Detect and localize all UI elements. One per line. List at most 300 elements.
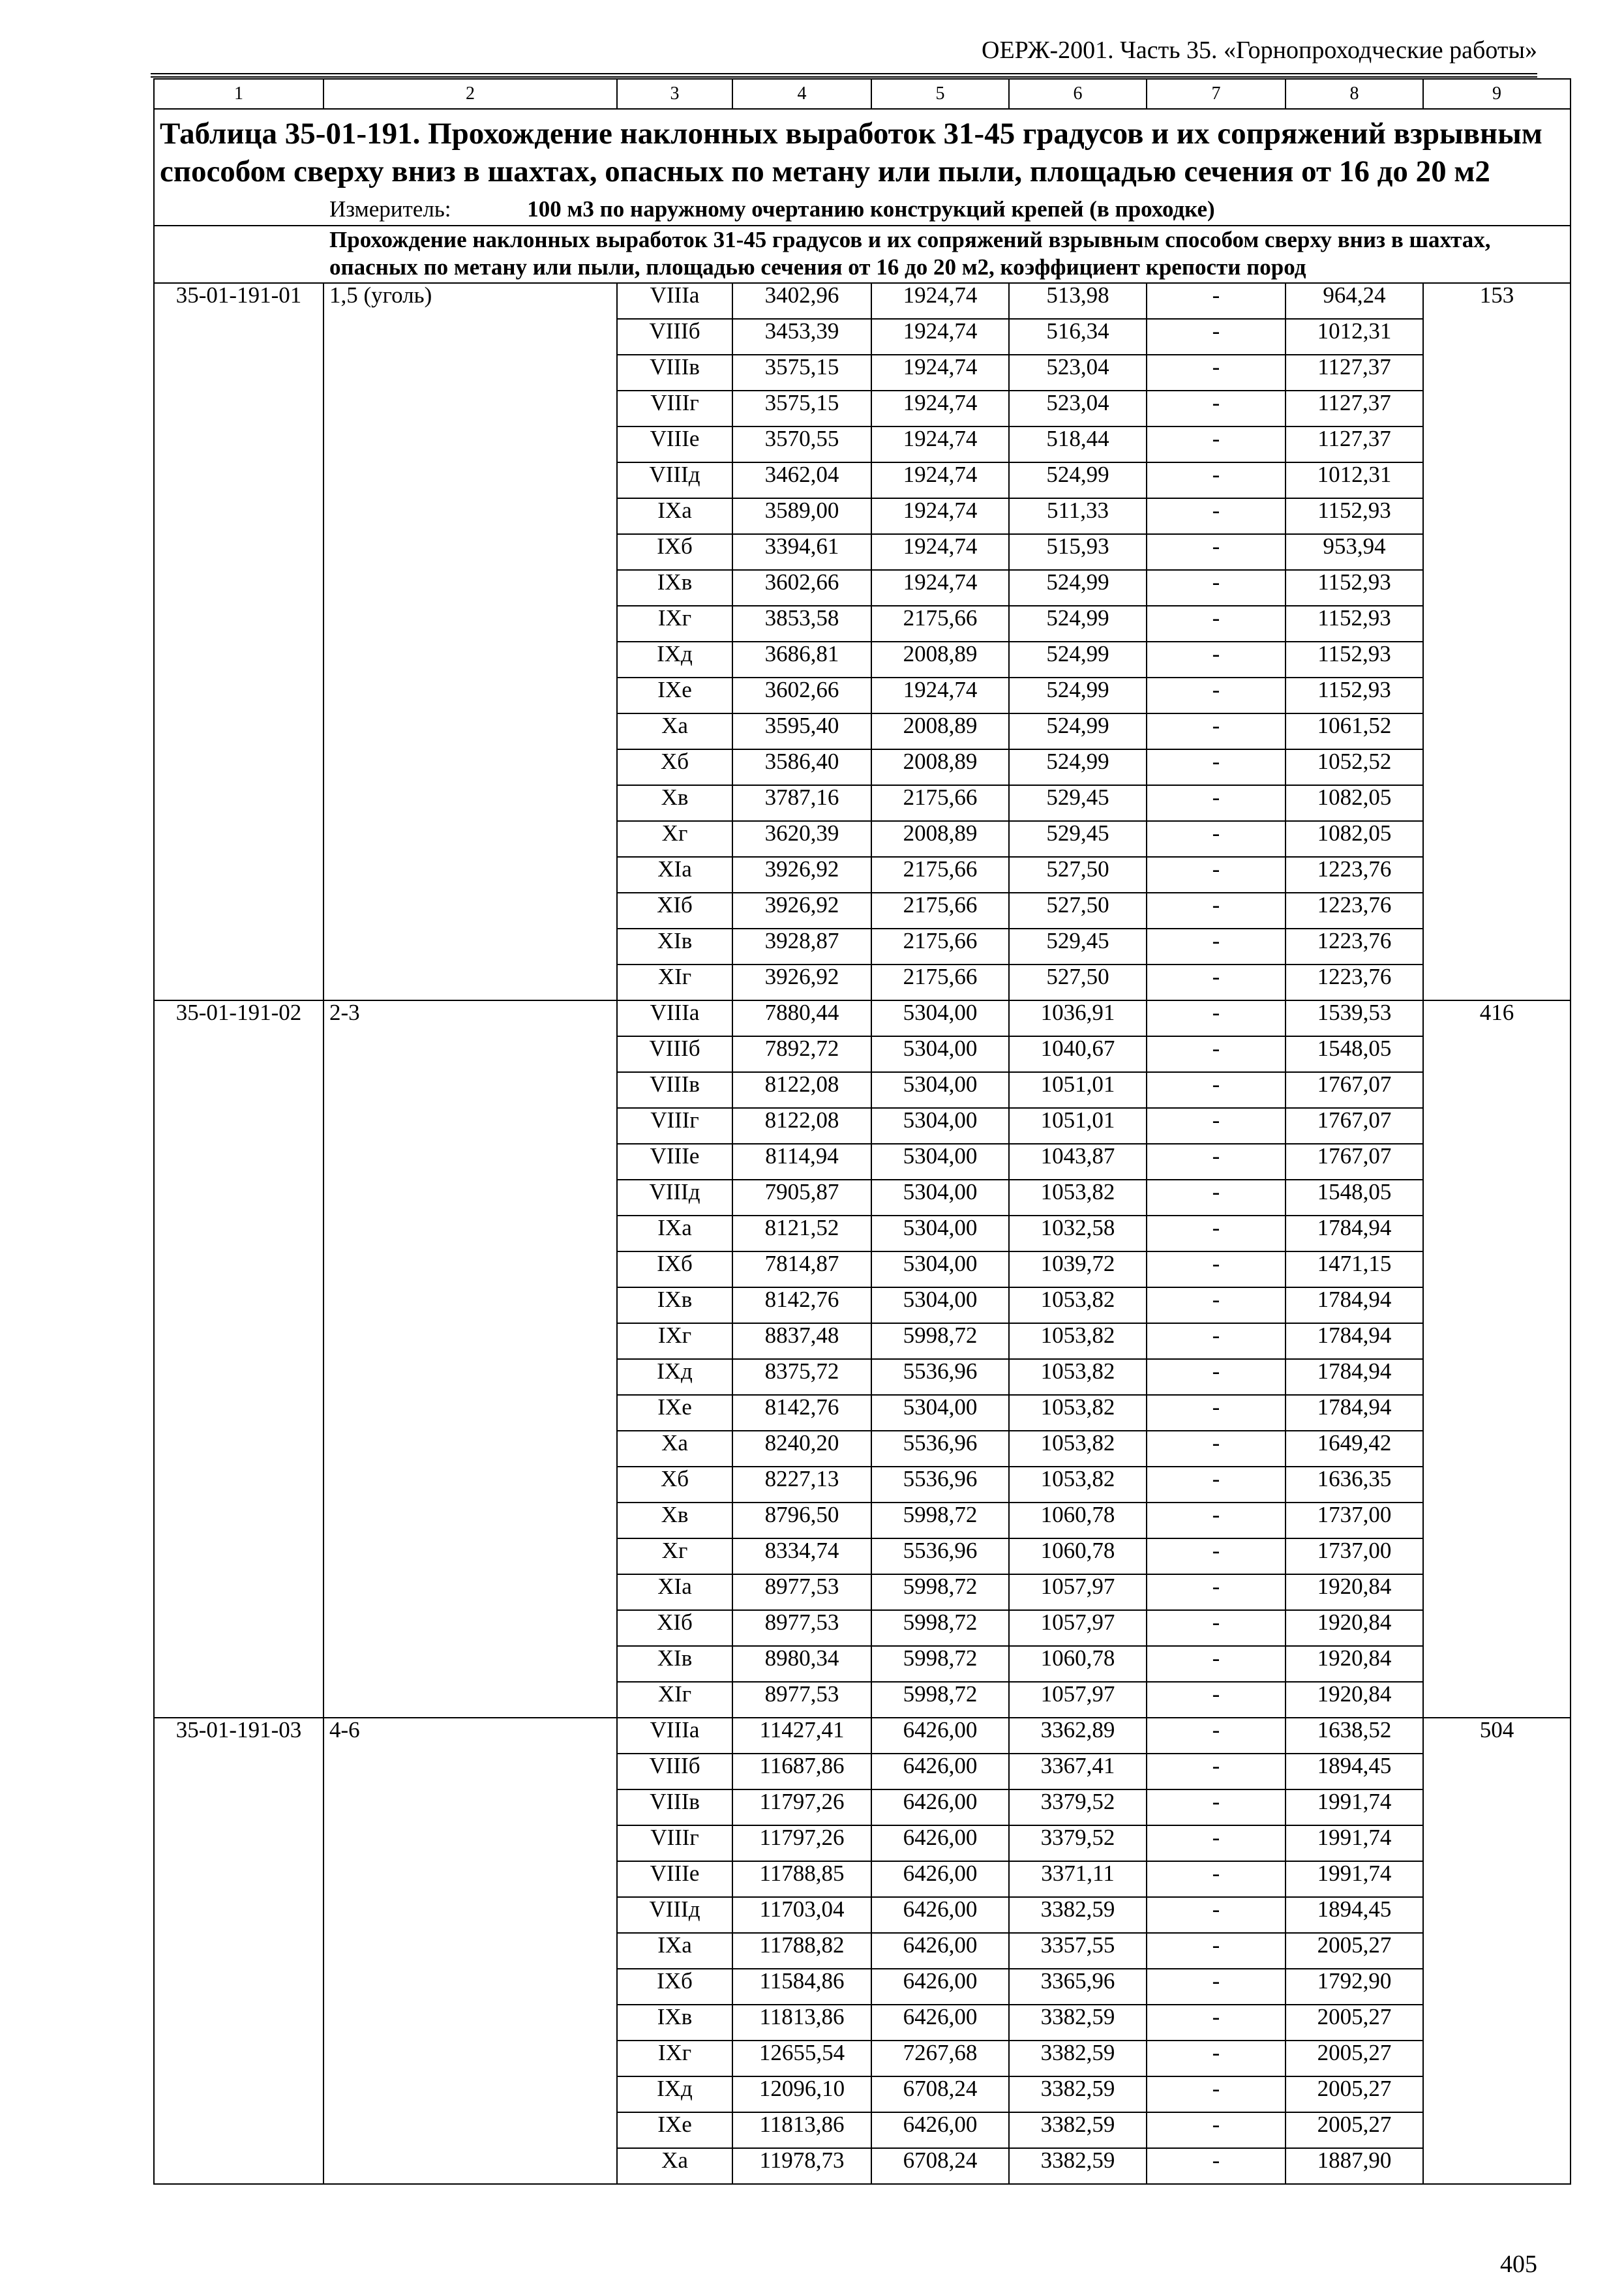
machine-cost-cell: 3357,55 bbox=[1009, 1933, 1147, 1969]
rock-hardness-cell bbox=[323, 1610, 617, 1646]
rock-category-cell: IXв bbox=[617, 1287, 732, 1323]
labor-hours-cell bbox=[1423, 1144, 1571, 1180]
col7-value-cell: - bbox=[1147, 929, 1286, 965]
table-row bbox=[154, 929, 1571, 965]
rate-code-cell bbox=[154, 1180, 323, 1216]
direct-costs-cell: 11687,86 bbox=[732, 1754, 871, 1789]
table-row bbox=[154, 1000, 1571, 1036]
labor-cost-cell: 5304,00 bbox=[871, 1395, 1009, 1431]
rock-hardness-cell bbox=[323, 1144, 617, 1180]
labor-cost-cell: 6426,00 bbox=[871, 1754, 1009, 1789]
table-row bbox=[154, 498, 1571, 534]
machine-cost-cell: 3365,96 bbox=[1009, 1969, 1147, 2005]
rock-category-cell: Xв bbox=[617, 1503, 732, 1538]
rate-code-cell bbox=[154, 1969, 323, 2005]
column-number: 8 bbox=[1286, 79, 1423, 109]
direct-costs-cell: 8240,20 bbox=[732, 1431, 871, 1467]
col7-value-cell: - bbox=[1147, 2148, 1286, 2184]
table-row bbox=[154, 534, 1571, 570]
material-cost-cell: 1767,07 bbox=[1286, 1144, 1423, 1180]
machine-cost-cell: 1039,72 bbox=[1009, 1251, 1147, 1287]
direct-costs-cell: 3586,40 bbox=[732, 749, 871, 785]
machine-cost-cell: 3382,59 bbox=[1009, 2148, 1147, 2184]
direct-costs-cell: 8114,94 bbox=[732, 1144, 871, 1180]
labor-cost-cell: 5304,00 bbox=[871, 1180, 1009, 1216]
labor-cost-cell: 5998,72 bbox=[871, 1646, 1009, 1682]
labor-hours-cell bbox=[1423, 1359, 1571, 1395]
rock-hardness-cell bbox=[323, 2076, 617, 2112]
rock-hardness-cell bbox=[323, 498, 617, 534]
col7-value-cell: - bbox=[1147, 1610, 1286, 1646]
col7-value-cell: - bbox=[1147, 1216, 1286, 1251]
labor-cost-cell: 5304,00 bbox=[871, 1287, 1009, 1323]
labor-hours-cell bbox=[1423, 1503, 1571, 1538]
rate-code-cell bbox=[154, 1897, 323, 1933]
rate-code-cell bbox=[154, 678, 323, 713]
machine-cost-cell: 524,99 bbox=[1009, 570, 1147, 606]
rock-hardness-cell bbox=[323, 606, 617, 642]
rate-code-cell bbox=[154, 1861, 323, 1897]
machine-cost-cell: 1053,82 bbox=[1009, 1323, 1147, 1359]
col7-value-cell: - bbox=[1147, 534, 1286, 570]
rate-code-cell bbox=[154, 1825, 323, 1861]
col7-value-cell: - bbox=[1147, 1933, 1286, 1969]
labor-hours-cell bbox=[1423, 2148, 1571, 2184]
direct-costs-cell: 7905,87 bbox=[732, 1180, 871, 1216]
machine-cost-cell: 524,99 bbox=[1009, 678, 1147, 713]
direct-costs-cell: 3453,39 bbox=[732, 319, 871, 355]
rock-hardness-cell bbox=[323, 319, 617, 355]
labor-hours-cell bbox=[1423, 749, 1571, 785]
labor-cost-cell: 7267,68 bbox=[871, 2041, 1009, 2076]
labor-cost-cell: 2175,66 bbox=[871, 857, 1009, 893]
direct-costs-cell: 8977,53 bbox=[732, 1682, 871, 1718]
labor-hours-cell bbox=[1423, 534, 1571, 570]
labor-cost-cell: 6708,24 bbox=[871, 2148, 1009, 2184]
rock-category-cell: IXа bbox=[617, 1216, 732, 1251]
table-row bbox=[154, 1251, 1571, 1287]
rate-code-cell bbox=[154, 1072, 323, 1108]
rate-code-cell bbox=[154, 1108, 323, 1144]
rate-code-cell bbox=[154, 1682, 323, 1718]
labor-cost-cell: 5304,00 bbox=[871, 1072, 1009, 1108]
rock-category-cell: Xа bbox=[617, 1431, 732, 1467]
rock-category-cell: Xа bbox=[617, 713, 732, 749]
direct-costs-cell: 8977,53 bbox=[732, 1574, 871, 1610]
page-number: 405 bbox=[1500, 2251, 1537, 2278]
rock-category-cell: IXб bbox=[617, 1251, 732, 1287]
rate-code-cell bbox=[154, 965, 323, 1000]
labor-cost-cell: 5304,00 bbox=[871, 1144, 1009, 1180]
col7-value-cell: - bbox=[1147, 1646, 1286, 1682]
material-cost-cell: 1127,37 bbox=[1286, 391, 1423, 426]
material-cost-cell: 1539,53 bbox=[1286, 1000, 1423, 1036]
labor-hours-cell bbox=[1423, 606, 1571, 642]
rock-hardness-cell bbox=[323, 1861, 617, 1897]
machine-cost-cell: 527,50 bbox=[1009, 965, 1147, 1000]
rock-hardness-cell bbox=[323, 391, 617, 426]
rock-category-cell: Xа bbox=[617, 2148, 732, 2184]
direct-costs-cell: 11788,82 bbox=[732, 1933, 871, 1969]
machine-cost-cell: 3382,59 bbox=[1009, 1897, 1147, 1933]
material-cost-cell: 1894,45 bbox=[1286, 1754, 1423, 1789]
rock-category-cell: VIIIд bbox=[617, 1180, 732, 1216]
rock-category-cell: VIIIе bbox=[617, 1144, 732, 1180]
labor-hours-cell bbox=[1423, 1323, 1571, 1359]
col7-value-cell: - bbox=[1147, 1503, 1286, 1538]
material-cost-cell: 2005,27 bbox=[1286, 2112, 1423, 2148]
labor-hours-cell bbox=[1423, 1395, 1571, 1431]
rate-code-cell bbox=[154, 319, 323, 355]
labor-hours-cell bbox=[1423, 678, 1571, 713]
table-row bbox=[154, 1538, 1571, 1574]
material-cost-cell: 1784,94 bbox=[1286, 1359, 1423, 1395]
direct-costs-cell: 3926,92 bbox=[732, 965, 871, 1000]
col7-value-cell: - bbox=[1147, 1969, 1286, 2005]
labor-cost-cell: 5304,00 bbox=[871, 1216, 1009, 1251]
rock-category-cell: Xг bbox=[617, 821, 732, 857]
col7-value-cell: - bbox=[1147, 785, 1286, 821]
labor-cost-cell: 6426,00 bbox=[871, 1933, 1009, 1969]
labor-cost-cell: 2175,66 bbox=[871, 965, 1009, 1000]
table-title: Таблица 35-01-191. Прохождение наклонных выработок 31-45 градусов и их сопряжений взрывным способом сверху вниз в шахтах, опасных по метану или пыли, площадью сечения от 16 до 20 м2 bbox=[160, 117, 1542, 188]
rate-code-cell bbox=[154, 821, 323, 857]
rates-table bbox=[153, 78, 1571, 2185]
material-cost-cell: 1887,90 bbox=[1286, 2148, 1423, 2184]
rate-code-cell bbox=[154, 355, 323, 391]
rock-category-cell: XIа bbox=[617, 1574, 732, 1610]
direct-costs-cell: 11797,26 bbox=[732, 1825, 871, 1861]
rate-code-cell bbox=[154, 1789, 323, 1825]
table-subtitle-row bbox=[154, 226, 1571, 283]
labor-hours-cell bbox=[1423, 1861, 1571, 1897]
rate-code-cell bbox=[154, 642, 323, 678]
labor-hours-cell: 153 bbox=[1423, 283, 1571, 319]
machine-cost-cell: 3382,59 bbox=[1009, 2005, 1147, 2041]
rock-hardness-cell bbox=[323, 2148, 617, 2184]
rate-code-cell bbox=[154, 2148, 323, 2184]
material-cost-cell: 1082,05 bbox=[1286, 785, 1423, 821]
table-row bbox=[154, 1144, 1571, 1180]
column-number: 6 bbox=[1009, 79, 1147, 109]
rock-hardness-cell bbox=[323, 929, 617, 965]
column-number: 7 bbox=[1147, 79, 1286, 109]
header-rule bbox=[151, 76, 1537, 78]
rock-hardness-cell bbox=[323, 1682, 617, 1718]
labor-cost-cell: 2175,66 bbox=[871, 606, 1009, 642]
labor-hours-cell bbox=[1423, 1216, 1571, 1251]
column-number: 2 bbox=[323, 79, 617, 109]
labor-hours-cell bbox=[1423, 1108, 1571, 1144]
table-row bbox=[154, 1467, 1571, 1503]
labor-cost-cell: 6426,00 bbox=[871, 1789, 1009, 1825]
direct-costs-cell: 8121,52 bbox=[732, 1216, 871, 1251]
direct-costs-cell: 11797,26 bbox=[732, 1789, 871, 1825]
material-cost-cell: 1920,84 bbox=[1286, 1682, 1423, 1718]
rate-code-cell bbox=[154, 1467, 323, 1503]
labor-cost-cell: 2175,66 bbox=[871, 785, 1009, 821]
rock-hardness-cell bbox=[323, 749, 617, 785]
table-row bbox=[154, 821, 1571, 857]
rock-hardness-cell bbox=[323, 1933, 617, 1969]
rock-category-cell: XIв bbox=[617, 1646, 732, 1682]
col7-value-cell: - bbox=[1147, 1251, 1286, 1287]
rock-hardness-cell bbox=[323, 1323, 617, 1359]
table-row bbox=[154, 1072, 1571, 1108]
material-cost-cell: 1737,00 bbox=[1286, 1503, 1423, 1538]
rock-hardness-cell bbox=[323, 1897, 617, 1933]
labor-hours-cell bbox=[1423, 1646, 1571, 1682]
rock-hardness-cell bbox=[323, 1359, 617, 1395]
labor-cost-cell: 1924,74 bbox=[871, 391, 1009, 426]
machine-cost-cell: 524,99 bbox=[1009, 606, 1147, 642]
rock-hardness-cell bbox=[323, 534, 617, 570]
labor-cost-cell: 1924,74 bbox=[871, 498, 1009, 534]
machine-cost-cell: 1051,01 bbox=[1009, 1072, 1147, 1108]
labor-cost-cell: 1924,74 bbox=[871, 570, 1009, 606]
labor-hours-cell bbox=[1423, 426, 1571, 462]
col7-value-cell: - bbox=[1147, 1467, 1286, 1503]
material-cost-cell: 2005,27 bbox=[1286, 2005, 1423, 2041]
col7-value-cell: - bbox=[1147, 642, 1286, 678]
col7-value-cell: - bbox=[1147, 678, 1286, 713]
direct-costs-cell: 3595,40 bbox=[732, 713, 871, 749]
labor-hours-cell bbox=[1423, 1897, 1571, 1933]
col7-value-cell: - bbox=[1147, 965, 1286, 1000]
rock-category-cell: VIIIа bbox=[617, 1718, 732, 1754]
rate-code-cell bbox=[154, 785, 323, 821]
rock-hardness-cell bbox=[323, 1072, 617, 1108]
rock-hardness-cell bbox=[323, 426, 617, 462]
labor-hours-cell bbox=[1423, 1754, 1571, 1789]
rock-category-cell: IXг bbox=[617, 2041, 732, 2076]
rate-code-cell bbox=[154, 1574, 323, 1610]
machine-cost-cell: 1057,97 bbox=[1009, 1682, 1147, 1718]
material-cost-cell: 1920,84 bbox=[1286, 1646, 1423, 1682]
material-cost-cell: 1649,42 bbox=[1286, 1431, 1423, 1467]
table-row bbox=[154, 2076, 1571, 2112]
labor-hours-cell bbox=[1423, 929, 1571, 965]
rock-hardness-cell bbox=[323, 1395, 617, 1431]
rock-hardness-cell bbox=[323, 1754, 617, 1789]
table-row bbox=[154, 1933, 1571, 1969]
rate-code-cell bbox=[154, 1287, 323, 1323]
table-row bbox=[154, 713, 1571, 749]
rock-category-cell: XIб bbox=[617, 1610, 732, 1646]
material-cost-cell: 964,24 bbox=[1286, 283, 1423, 319]
col7-value-cell: - bbox=[1147, 1538, 1286, 1574]
rock-hardness-cell bbox=[323, 1287, 617, 1323]
table-row bbox=[154, 1861, 1571, 1897]
rate-code-cell bbox=[154, 1251, 323, 1287]
machine-cost-cell: 1060,78 bbox=[1009, 1538, 1147, 1574]
labor-cost-cell: 5998,72 bbox=[871, 1610, 1009, 1646]
labor-cost-cell: 2175,66 bbox=[871, 929, 1009, 965]
rock-category-cell: XIа bbox=[617, 857, 732, 893]
table-row bbox=[154, 1323, 1571, 1359]
material-cost-cell: 1223,76 bbox=[1286, 965, 1423, 1000]
labor-cost-cell: 5536,96 bbox=[871, 1538, 1009, 1574]
machine-cost-cell: 1032,58 bbox=[1009, 1216, 1147, 1251]
table-row bbox=[154, 570, 1571, 606]
material-cost-cell: 953,94 bbox=[1286, 534, 1423, 570]
machine-cost-cell: 523,04 bbox=[1009, 391, 1147, 426]
machine-cost-cell: 1057,97 bbox=[1009, 1574, 1147, 1610]
rock-category-cell: Xв bbox=[617, 785, 732, 821]
meter-line bbox=[329, 197, 1570, 222]
direct-costs-cell: 3686,81 bbox=[732, 642, 871, 678]
col7-value-cell: - bbox=[1147, 1861, 1286, 1897]
rock-category-cell: IXг bbox=[617, 606, 732, 642]
labor-hours-cell bbox=[1423, 1610, 1571, 1646]
rock-hardness-cell bbox=[323, 965, 617, 1000]
material-cost-cell: 1548,05 bbox=[1286, 1180, 1423, 1216]
labor-cost-cell: 6426,00 bbox=[871, 1825, 1009, 1861]
labor-cost-cell: 6426,00 bbox=[871, 1861, 1009, 1897]
rock-hardness-cell bbox=[323, 462, 617, 498]
labor-cost-cell: 5536,96 bbox=[871, 1359, 1009, 1395]
rate-code-cell bbox=[154, 1036, 323, 1072]
machine-cost-cell: 1053,82 bbox=[1009, 1287, 1147, 1323]
rock-category-cell: VIIIв bbox=[617, 355, 732, 391]
direct-costs-cell: 8837,48 bbox=[732, 1323, 871, 1359]
rock-category-cell: IXб bbox=[617, 534, 732, 570]
machine-cost-cell: 518,44 bbox=[1009, 426, 1147, 462]
col7-value-cell: - bbox=[1147, 355, 1286, 391]
labor-cost-cell: 2008,89 bbox=[871, 642, 1009, 678]
col7-value-cell: - bbox=[1147, 319, 1286, 355]
direct-costs-cell: 3602,66 bbox=[732, 570, 871, 606]
rock-category-cell: IXд bbox=[617, 642, 732, 678]
rock-category-cell: IXб bbox=[617, 1969, 732, 2005]
direct-costs-cell: 8142,76 bbox=[732, 1395, 871, 1431]
rock-hardness-cell bbox=[323, 642, 617, 678]
direct-costs-cell: 8980,34 bbox=[732, 1646, 871, 1682]
col7-value-cell: - bbox=[1147, 857, 1286, 893]
labor-hours-cell: 416 bbox=[1423, 1000, 1571, 1036]
labor-hours-cell bbox=[1423, 857, 1571, 893]
rock-hardness-cell bbox=[323, 857, 617, 893]
table-row bbox=[154, 283, 1571, 319]
rate-code-cell: 35-01-191-02 bbox=[154, 1000, 323, 1036]
table-row bbox=[154, 2112, 1571, 2148]
labor-cost-cell: 6426,00 bbox=[871, 1969, 1009, 2005]
rock-category-cell: VIIIв bbox=[617, 1072, 732, 1108]
material-cost-cell: 1152,93 bbox=[1286, 606, 1423, 642]
rate-code-cell bbox=[154, 929, 323, 965]
table-row bbox=[154, 1969, 1571, 2005]
table-subtitle: Прохождение наклонных выработок 31-45 градусов и их сопряжений взрывным способом сверху вниз в шахтах, опасных по метану или пыли, площадью сечения от 16 до 20 м2, коэффициент крепости пород bbox=[329, 226, 1491, 280]
direct-costs-cell: 8227,13 bbox=[732, 1467, 871, 1503]
labor-hours-cell bbox=[1423, 1574, 1571, 1610]
machine-cost-cell: 511,33 bbox=[1009, 498, 1147, 534]
table-row bbox=[154, 462, 1571, 498]
table-subtitle-cell bbox=[154, 226, 1571, 283]
machine-cost-cell: 1060,78 bbox=[1009, 1646, 1147, 1682]
col7-value-cell: - bbox=[1147, 1754, 1286, 1789]
material-cost-cell: 2005,27 bbox=[1286, 2076, 1423, 2112]
table-row bbox=[154, 355, 1571, 391]
rock-hardness-cell bbox=[323, 713, 617, 749]
labor-hours-cell bbox=[1423, 1287, 1571, 1323]
rock-category-cell: IXе bbox=[617, 1395, 732, 1431]
labor-hours-cell bbox=[1423, 1933, 1571, 1969]
labor-hours-cell bbox=[1423, 1180, 1571, 1216]
col7-value-cell: - bbox=[1147, 1036, 1286, 1072]
rock-hardness-cell bbox=[323, 1108, 617, 1144]
direct-costs-cell: 3589,00 bbox=[732, 498, 871, 534]
direct-costs-cell: 11584,86 bbox=[732, 1969, 871, 2005]
material-cost-cell: 1127,37 bbox=[1286, 355, 1423, 391]
rock-category-cell: IXв bbox=[617, 570, 732, 606]
direct-costs-cell: 11813,86 bbox=[732, 2005, 871, 2041]
column-number: 9 bbox=[1423, 79, 1571, 109]
table-row bbox=[154, 606, 1571, 642]
direct-costs-cell: 7814,87 bbox=[732, 1251, 871, 1287]
material-cost-cell: 1784,94 bbox=[1286, 1323, 1423, 1359]
material-cost-cell: 1920,84 bbox=[1286, 1610, 1423, 1646]
col7-value-cell: - bbox=[1147, 1144, 1286, 1180]
rate-code-cell bbox=[154, 391, 323, 426]
machine-cost-cell: 3382,59 bbox=[1009, 2041, 1147, 2076]
col7-value-cell: - bbox=[1147, 283, 1286, 319]
rate-code-cell bbox=[154, 1503, 323, 1538]
material-cost-cell: 1152,93 bbox=[1286, 642, 1423, 678]
rock-category-cell: Xб bbox=[617, 749, 732, 785]
material-cost-cell: 1920,84 bbox=[1286, 1574, 1423, 1610]
machine-cost-cell: 529,45 bbox=[1009, 821, 1147, 857]
col7-value-cell: - bbox=[1147, 821, 1286, 857]
rock-hardness-cell bbox=[323, 2112, 617, 2148]
machine-cost-cell: 3379,52 bbox=[1009, 1825, 1147, 1861]
col7-value-cell: - bbox=[1147, 1897, 1286, 1933]
rate-code-cell bbox=[154, 2076, 323, 2112]
table-title-row bbox=[154, 109, 1571, 226]
table-row bbox=[154, 1610, 1571, 1646]
machine-cost-cell: 524,99 bbox=[1009, 462, 1147, 498]
machine-cost-cell: 1053,82 bbox=[1009, 1395, 1147, 1431]
col7-value-cell: - bbox=[1147, 1431, 1286, 1467]
col7-value-cell: - bbox=[1147, 391, 1286, 426]
table-row bbox=[154, 1789, 1571, 1825]
machine-cost-cell: 524,99 bbox=[1009, 749, 1147, 785]
direct-costs-cell: 3402,96 bbox=[732, 283, 871, 319]
rate-code-cell bbox=[154, 1216, 323, 1251]
machine-cost-cell: 1060,78 bbox=[1009, 1503, 1147, 1538]
table-row bbox=[154, 1825, 1571, 1861]
rock-hardness-cell bbox=[323, 2005, 617, 2041]
col7-value-cell: - bbox=[1147, 713, 1286, 749]
direct-costs-cell: 3394,61 bbox=[732, 534, 871, 570]
labor-hours-cell bbox=[1423, 391, 1571, 426]
material-cost-cell: 1082,05 bbox=[1286, 821, 1423, 857]
col7-value-cell: - bbox=[1147, 1825, 1286, 1861]
col7-value-cell: - bbox=[1147, 1072, 1286, 1108]
meter-label: Измеритель: bbox=[329, 196, 451, 222]
rock-category-cell: VIIIе bbox=[617, 426, 732, 462]
rate-code-cell bbox=[154, 426, 323, 462]
rock-category-cell: Xг bbox=[617, 1538, 732, 1574]
rock-category-cell: VIIIа bbox=[617, 1000, 732, 1036]
labor-cost-cell: 5998,72 bbox=[871, 1323, 1009, 1359]
material-cost-cell: 1636,35 bbox=[1286, 1467, 1423, 1503]
labor-cost-cell: 5304,00 bbox=[871, 1000, 1009, 1036]
direct-costs-cell: 8977,53 bbox=[732, 1610, 871, 1646]
labor-hours-cell bbox=[1423, 1969, 1571, 2005]
rock-hardness-cell bbox=[323, 1467, 617, 1503]
table-row bbox=[154, 1287, 1571, 1323]
rock-hardness-cell bbox=[323, 1180, 617, 1216]
